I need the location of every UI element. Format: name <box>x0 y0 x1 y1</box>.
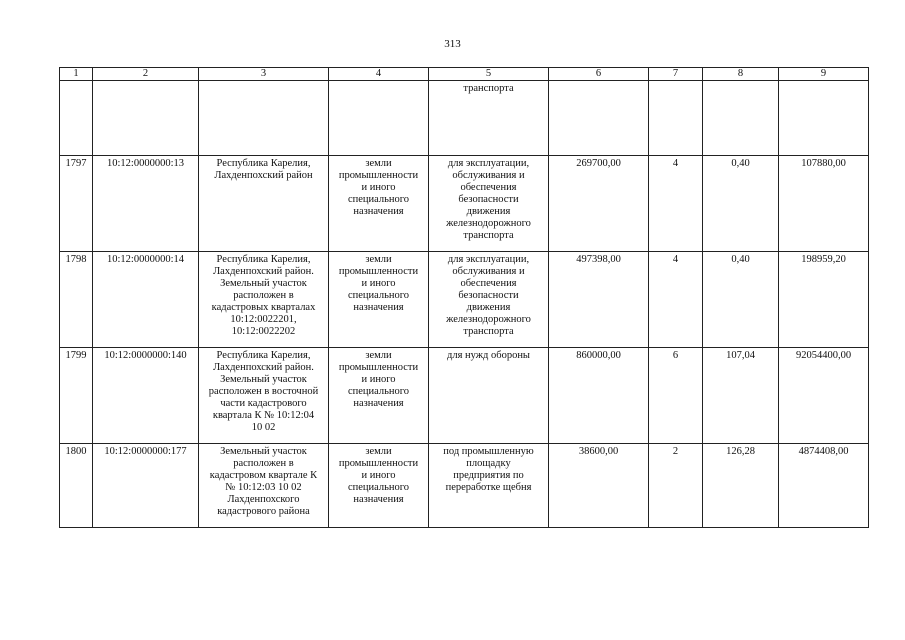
header-col-2: 2 <box>93 68 199 81</box>
location-line: расположен в восточной <box>208 386 319 397</box>
location-line: кадастрового района <box>217 506 310 517</box>
permitted-use-line: для нужд обороны <box>446 350 530 361</box>
cadastral-number-cell: 10:12:0000000:177 <box>93 444 199 528</box>
land-category-cell <box>329 444 429 528</box>
area-cell: 269700,00 <box>549 156 649 252</box>
row-number-cell: 1799 <box>60 348 93 444</box>
column-9-value-cell: 4874408,00 <box>779 444 869 528</box>
cadastral-number-cell <box>93 81 199 156</box>
header-col-9: 9 <box>779 68 869 81</box>
permitted-use-line: движения <box>466 302 511 313</box>
land-category-line: и иного <box>361 470 396 481</box>
land-category-line: промышленности <box>338 170 419 181</box>
permitted-use-line: железнодорожного <box>446 218 531 229</box>
land-registry-table <box>59 67 869 528</box>
table-body <box>60 81 869 528</box>
land-category-line: назначения <box>353 398 404 409</box>
column-8-value-cell: 126,28 <box>703 444 779 528</box>
permitted-use-line: обеспечения <box>460 278 517 289</box>
column-8-value-cell <box>703 81 779 156</box>
header-col-5: 5 <box>429 68 549 81</box>
location-line: расположен в <box>233 290 294 301</box>
land-category-line: специального <box>347 194 410 205</box>
location-cell <box>199 348 329 444</box>
land-category-cell <box>329 252 429 348</box>
permitted-use-line: для эксплуатации, <box>447 254 530 265</box>
column-9-value-cell: 92054400,00 <box>779 348 869 444</box>
location-line: кадастровых кварталах <box>211 302 316 313</box>
permitted-use-line: транспорта <box>463 83 514 94</box>
area-cell: 497398,00 <box>549 252 649 348</box>
header-col-4: 4 <box>329 68 429 81</box>
land-category-line: земли <box>365 254 392 265</box>
location-line: кадастровом квартале К <box>209 470 318 481</box>
location-line: Земельный участок <box>220 374 307 385</box>
land-category-cell <box>329 81 429 156</box>
land-category-cell <box>329 348 429 444</box>
permitted-use-line: переработке щебня <box>445 482 532 493</box>
area-cell <box>549 81 649 156</box>
land-category-line: промышленности <box>338 266 419 277</box>
location-line: Республика Карелия, <box>216 158 311 169</box>
permitted-use-line: безопасности <box>458 290 519 301</box>
column-7-value-cell: 4 <box>649 156 703 252</box>
permitted-use-line: транспорта <box>463 230 514 241</box>
column-8-value-cell: 0,40 <box>703 156 779 252</box>
column-8-value-cell: 107,04 <box>703 348 779 444</box>
permitted-use-line: обслуживания и <box>452 266 525 277</box>
header-col-3: 3 <box>199 68 329 81</box>
cadastral-number-cell: 10:12:0000000:13 <box>93 156 199 252</box>
header-row <box>60 68 869 81</box>
area-cell: 860000,00 <box>549 348 649 444</box>
location-line: Лахденпохский район. <box>213 266 314 277</box>
location-line: 10:12:0022202 <box>231 326 296 337</box>
land-category-line: промышленности <box>338 458 419 469</box>
row-number-cell: 1798 <box>60 252 93 348</box>
land-category-line: земли <box>365 350 392 361</box>
column-7-value-cell <box>649 81 703 156</box>
land-category-line: и иного <box>361 278 396 289</box>
permitted-use-cell <box>429 81 549 156</box>
column-7-value-cell: 4 <box>649 252 703 348</box>
permitted-use-line: предприятия по <box>453 470 524 481</box>
permitted-use-line: транспорта <box>463 326 514 337</box>
permitted-use-cell <box>429 444 549 528</box>
permitted-use-cell <box>429 348 549 444</box>
land-category-line: назначения <box>353 494 404 505</box>
row-number-cell <box>60 81 93 156</box>
table-row <box>60 348 869 444</box>
permitted-use-line: обеспечения <box>460 182 517 193</box>
permitted-use-cell <box>429 156 549 252</box>
permitted-use-line: обслуживания и <box>452 170 525 181</box>
permitted-use-line: под промышленную <box>443 446 534 457</box>
page-number: 313 <box>444 38 461 50</box>
cadastral-number-cell: 10:12:0000000:140 <box>93 348 199 444</box>
table-row <box>60 252 869 348</box>
header-col-6: 6 <box>549 68 649 81</box>
permitted-use-line: железнодорожного <box>446 314 531 325</box>
location-line: части кадастрового <box>220 398 307 409</box>
header-col-7: 7 <box>649 68 703 81</box>
permitted-use-line: площадку <box>466 458 511 469</box>
row-number-cell: 1797 <box>60 156 93 252</box>
location-line: расположен в <box>233 458 294 469</box>
area-cell: 38600,00 <box>549 444 649 528</box>
column-7-value-cell: 6 <box>649 348 703 444</box>
location-cell <box>199 81 329 156</box>
location-line: Лахденпохский район. <box>213 362 314 373</box>
column-9-value-cell: 107880,00 <box>779 156 869 252</box>
header-col-8: 8 <box>703 68 779 81</box>
land-category-line: и иного <box>361 182 396 193</box>
location-line: Республика Карелия, <box>216 350 311 361</box>
cadastral-number-cell: 10:12:0000000:14 <box>93 252 199 348</box>
land-category-cell <box>329 156 429 252</box>
column-8-value-cell: 0,40 <box>703 252 779 348</box>
column-7-value-cell: 2 <box>649 444 703 528</box>
location-line: № 10:12:03 10 02 <box>225 482 302 493</box>
location-line: Земельный участок <box>220 446 307 457</box>
table-row <box>60 156 869 252</box>
row-number-cell: 1800 <box>60 444 93 528</box>
column-9-value-cell <box>779 81 869 156</box>
permitted-use-line: для эксплуатации, <box>447 158 530 169</box>
land-category-line: специального <box>347 386 410 397</box>
table-row <box>60 444 869 528</box>
location-cell <box>199 156 329 252</box>
header-col-1: 1 <box>60 68 93 81</box>
permitted-use-line: безопасности <box>458 194 519 205</box>
location-line: Лахденпохского <box>227 494 300 505</box>
land-category-line: и иного <box>361 374 396 385</box>
land-category-line: промышленности <box>338 362 419 373</box>
column-9-value-cell: 198959,20 <box>779 252 869 348</box>
location-cell <box>199 252 329 348</box>
land-category-line: назначения <box>353 302 404 313</box>
land-category-line: назначения <box>353 206 404 217</box>
location-line: Республика Карелия, <box>216 254 311 265</box>
permitted-use-line: движения <box>466 206 511 217</box>
location-line: 10:12:0022201, <box>230 314 297 325</box>
location-line: квартала К № 10:12:04 <box>212 410 315 421</box>
location-line: Земельный участок <box>220 278 307 289</box>
permitted-use-cell <box>429 252 549 348</box>
land-category-line: специального <box>347 290 410 301</box>
land-category-line: земли <box>365 158 392 169</box>
location-line: Лахденпохский район <box>214 170 313 181</box>
land-category-line: земли <box>365 446 392 457</box>
table-row <box>60 81 869 156</box>
location-line: 10 02 <box>251 422 276 433</box>
location-cell <box>199 444 329 528</box>
land-category-line: специального <box>347 482 410 493</box>
